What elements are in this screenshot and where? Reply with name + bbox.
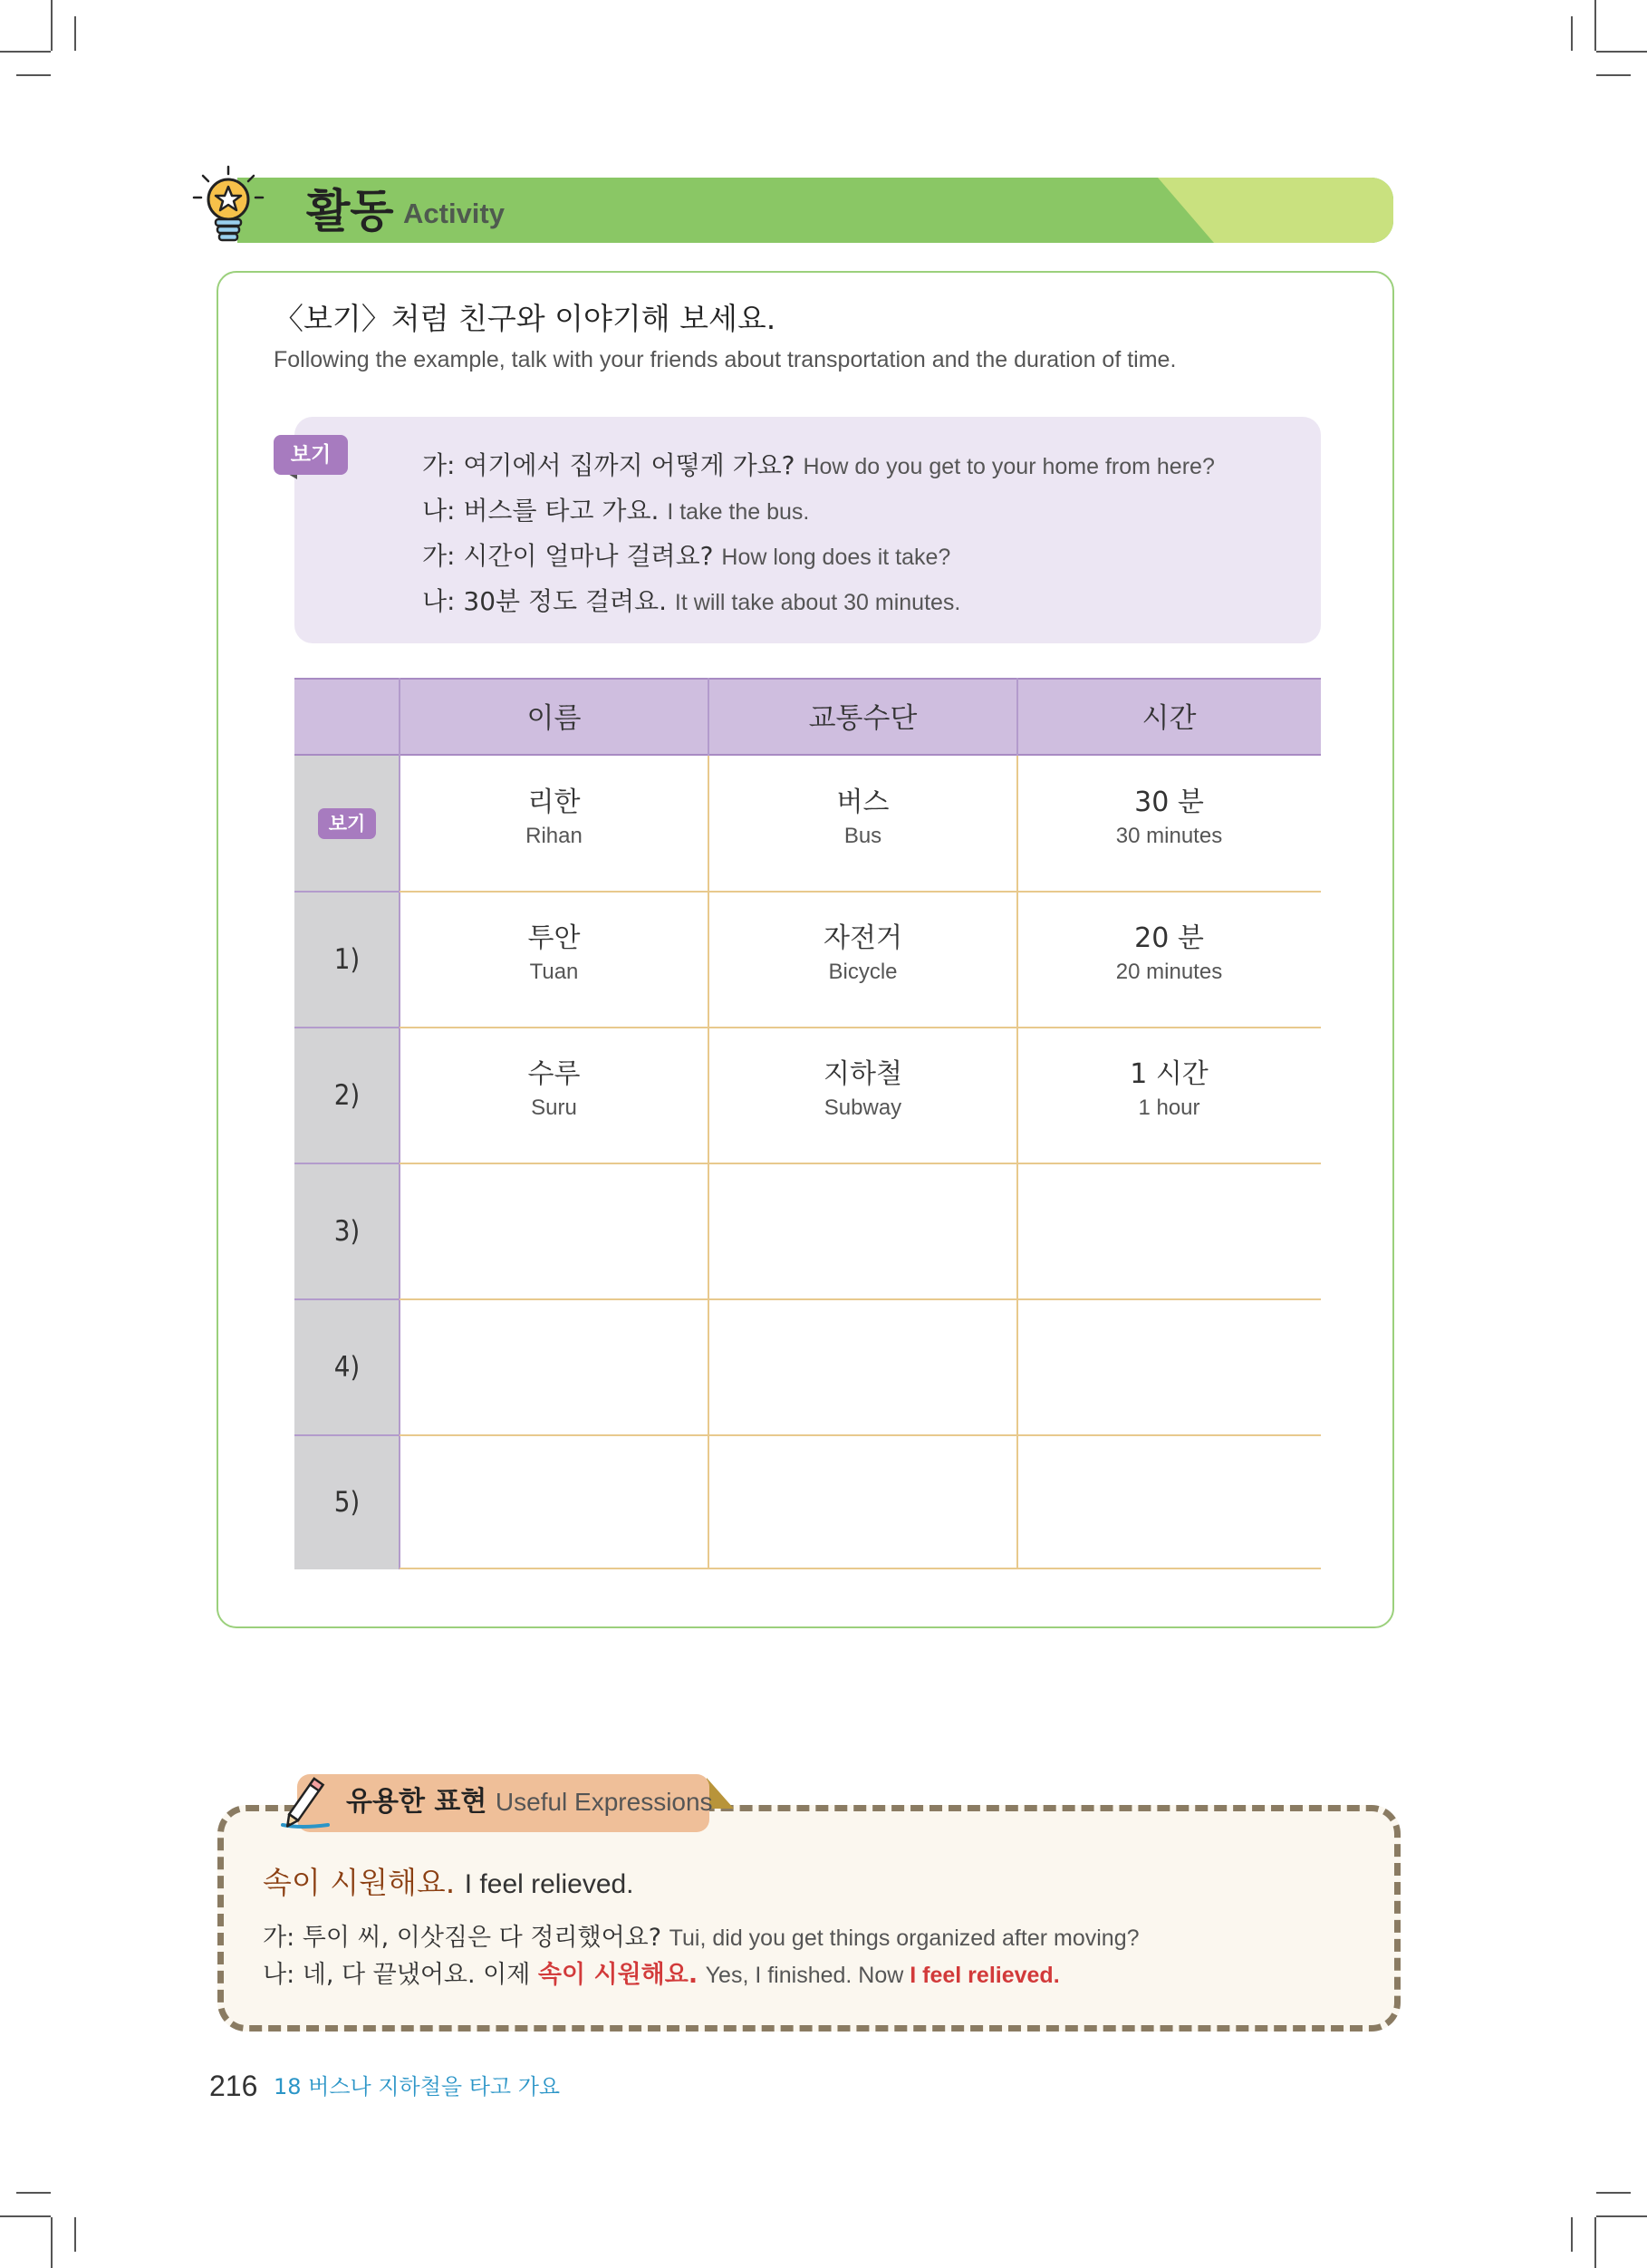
table-divider	[708, 678, 709, 756]
instruction-korean: 〈보기〉처럼 친구와 이야기해 보세요.	[274, 301, 776, 336]
table-row-divider	[294, 1163, 400, 1164]
table-row-divider	[294, 1434, 400, 1436]
activity-subtitle: Activity	[403, 198, 505, 229]
transport-table	[294, 678, 1321, 1569]
example-line	[422, 538, 950, 575]
expression-heading	[263, 1863, 634, 1905]
cell-korean: 지하철	[824, 1058, 902, 1090]
cell-korean: 1 시간	[1130, 1058, 1209, 1090]
table-row-divider	[294, 1027, 400, 1028]
instruction-english: Following the example, talk with your friends about transportation and the duration of time.	[274, 347, 1177, 372]
lightbulb-icon	[192, 165, 265, 246]
example-line-english: How do you get to your home from here?	[803, 454, 1215, 479]
table-row-label	[294, 756, 400, 892]
useful-title-english: Useful Expressions	[495, 1788, 713, 1816]
cell-english: Bus	[843, 824, 882, 848]
table-cell	[708, 921, 1017, 988]
table-row-divider	[400, 1568, 1321, 1569]
table-cell	[400, 785, 708, 852]
expression-korean: 속이 시원해요.	[263, 1865, 456, 1900]
blank-answer-cell[interactable]	[1017, 1435, 1321, 1568]
page-number: 216	[209, 2070, 258, 2102]
example-line-korean: 가: 시간이 얼마나 걸려요?	[422, 541, 714, 571]
table-cell	[400, 1057, 708, 1124]
dialogue-english: Yes, I finished. Now	[705, 1963, 910, 1988]
cell-korean: 투안	[527, 922, 581, 954]
dialogue-line	[263, 1921, 1140, 1955]
cell-english: Bicycle	[828, 960, 898, 984]
table-cell	[1017, 785, 1321, 852]
example-line-english: I take the bus.	[667, 499, 810, 525]
dialogue-line	[263, 1958, 1060, 1993]
table-row-divider	[400, 1027, 1321, 1028]
cell-english: Subway	[824, 1095, 902, 1120]
cell-english: Tuan	[529, 960, 579, 984]
dialogue-korean-highlight: 속이 시원해요.	[537, 1961, 698, 1989]
cell-korean: 30 분	[1134, 787, 1204, 818]
blank-answer-cell[interactable]	[708, 1163, 1017, 1299]
table-row-label: 2)	[294, 1028, 400, 1163]
table-header-blank	[294, 678, 400, 756]
example-line	[422, 584, 960, 621]
example-line	[422, 493, 809, 530]
table-row-label: 3)	[294, 1163, 400, 1299]
table-row-divider	[400, 891, 1321, 893]
blank-answer-cell[interactable]	[1017, 1163, 1321, 1299]
table-header-name: 이름	[400, 678, 708, 756]
dialogue-korean: 가: 투이 씨, 이삿짐은 다 정리했어요?	[263, 1924, 662, 1952]
table-row-divider	[294, 891, 400, 893]
table-row-label: 4)	[294, 1299, 400, 1435]
expression-english: I feel relieved.	[464, 1869, 634, 1899]
table-row-label: 1)	[294, 892, 400, 1028]
blank-answer-cell[interactable]	[400, 1299, 708, 1435]
useful-title-korean: 유용한 표현	[346, 1786, 487, 1818]
cell-english: Suru	[531, 1095, 577, 1120]
table-row-divider	[294, 1298, 400, 1300]
dialogue-korean: 나: 네, 다 끝냈어요. 이제	[263, 1961, 538, 1989]
table-cell	[1017, 1057, 1321, 1124]
cell-korean: 수루	[527, 1058, 581, 1090]
table-cell	[708, 785, 1017, 852]
table-row-label: 5)	[294, 1435, 400, 1569]
cell-korean: 자전거	[824, 922, 902, 954]
cell-korean: 리한	[527, 787, 581, 818]
table-cell	[1017, 921, 1321, 988]
cell-english: Rihan	[525, 824, 583, 848]
chapter-title: 18 버스나 지하철을 타고 가요	[274, 2074, 561, 2099]
cell-korean: 20 분	[1134, 922, 1204, 954]
example-line	[422, 448, 1215, 485]
example-line-english: It will take about 30 minutes.	[674, 590, 961, 615]
blank-answer-cell[interactable]	[708, 1435, 1017, 1568]
cell-english: 20 minutes	[1115, 960, 1223, 984]
example-line-korean: 나: 버스를 타고 가요.	[422, 496, 660, 526]
dialogue-english: Tui, did you get things organized after moving?	[669, 1925, 1140, 1951]
blank-answer-cell[interactable]	[1017, 1299, 1321, 1435]
example-line-korean: 가: 여기에서 집까지 어떻게 가요?	[422, 450, 795, 480]
example-row-tag: 보기	[318, 808, 376, 839]
activity-title: 활동	[306, 185, 394, 237]
useful-expressions-title	[346, 1782, 713, 1822]
cell-korean: 버스	[836, 787, 890, 818]
table-header-time: 시간	[1017, 678, 1321, 756]
table-divider	[1016, 678, 1018, 756]
table-cell	[708, 1057, 1017, 1124]
pencil-icon	[274, 1769, 337, 1836]
dialogue-english-highlight: I feel relieved.	[910, 1963, 1060, 1988]
table-cell	[400, 921, 708, 988]
example-line-english: How long does it take?	[721, 545, 951, 570]
cell-english: 30 minutes	[1115, 824, 1223, 848]
example-tag: 보기	[274, 435, 348, 475]
useful-expressions-box	[217, 1805, 1401, 2032]
cell-english: 1 hour	[1138, 1095, 1200, 1120]
table-header-transport: 교통수단	[708, 678, 1017, 756]
blank-answer-cell[interactable]	[400, 1435, 708, 1568]
blank-answer-cell[interactable]	[708, 1299, 1017, 1435]
example-line-korean: 나: 30분 정도 걸려요.	[422, 586, 668, 616]
blank-answer-cell[interactable]	[400, 1163, 708, 1299]
